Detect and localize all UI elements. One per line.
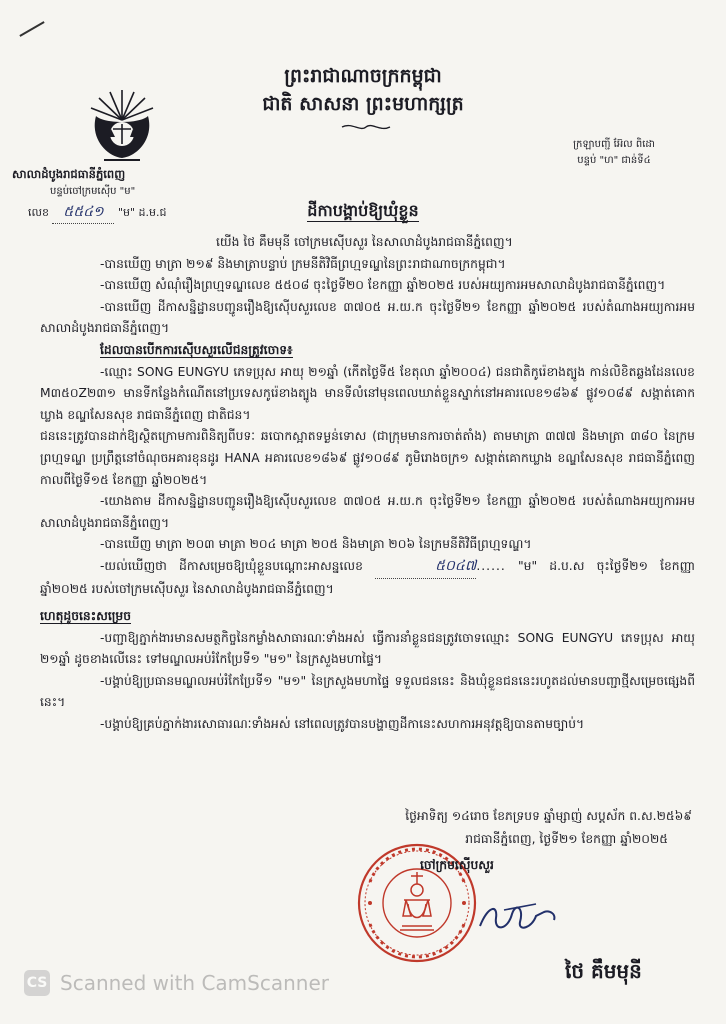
paragraph-7: -បានឃើញ មាត្រា ២០៣ មាត្រា ២០៤ មាត្រា ២០៥ និងមាត្រា ២០៦ នៃក្រមនីតិវិធីព្រហ្មទណ្ឌ។ (100, 537, 532, 552)
decision-heading (40, 606, 695, 628)
ref-prefix: លេខ (28, 206, 49, 219)
document-body (40, 232, 695, 736)
order-1: -បញ្ជាឱ្យភ្នាក់ងារមានសមត្ថកិច្ចនៃកម្លាំងសាធារណៈទាំងអស់ ធ្វើការនាំខ្លួនជនត្រូវចោទឈ្មោះ SONG EUNGYU ភេទប្រុស អាយុ ២១ឆ្នាំ ដូចខាងលើនេះ ទៅមណ្ឌលអប់រំកែប្រែទី១ "ម១" នៃក្រសួងមហាផ្ទៃ។ (40, 630, 695, 667)
court-emblem (82, 86, 162, 164)
clerk-name: ក្រឡាបញ្ជី អ៊ែល ពិដោ (573, 139, 655, 150)
court-chamber: បន្ទប់ចៅក្រមស៊ើប "ម" (50, 186, 136, 197)
kingdom-heading: ព្រះរាជាណាចក្រកម្ពុជា (284, 65, 442, 87)
fill-dots: ...... (476, 558, 506, 573)
camscanner-text: Scanned with CamScanner (60, 971, 329, 995)
camscanner-watermark (24, 968, 329, 998)
document-title-text: ដីកាបង្គាប់ឱ្យឃុំខ្លួន (307, 201, 419, 220)
defendant-subhead-text: ដែលបានបើកការស៊ើបសួរលើជនត្រូវចោទ៖ (100, 342, 293, 357)
decision-heading-text: ហេតុដូចនេះសម្រេច (40, 609, 132, 624)
paragraph-6: -យោងតាម ដីកាសន្និដ្ឋានបញ្ជូនរឿងឱ្យស៊ើបសួរលេខ ៣៧០៥ អ.យ.ក ចុះថ្ងៃទី២១ ខែកញ្ញា ឆ្នាំ២០២៥ របស់តំណាងអយ្យការអមសាលាដំបូងរាជធានីភ្នំពេញ។ (40, 494, 695, 530)
paragraph-1: -បានឃើញ មាត្រា ២១៩ និងមាត្រាបន្ទាប់ ក្រមនីតិវិធីព្រហ្មទណ្ឌនៃព្រះរាជាណាចក្រកម្ពុជា។ (100, 256, 506, 271)
paragraph-8 (40, 556, 695, 600)
camscanner-logo-icon: CS (24, 970, 50, 996)
clerk-room: បន្ទប់ "ហ" ជាន់ទី៤ (577, 155, 651, 166)
motto-flourish (340, 122, 392, 132)
ref-number: ៥៥៤១ (52, 202, 114, 224)
signer-title: ចៅក្រមស៊ើបសួរ (420, 858, 494, 872)
place-date: រាជធានីភ្នំពេញ, ថ្ងៃទី២១ ខែកញ្ញា ឆ្នាំ២០២៥ (465, 832, 668, 846)
judge-name: ថៃ គឹមមុនី (565, 959, 642, 983)
defendant-subhead (40, 340, 695, 362)
ref-suffix: "ម" ដ.ម.ជ (117, 206, 167, 219)
paragraph-5: ជននេះត្រូវបានដាក់ឱ្យស្ថិតក្រោមការពិនិត្យពីបទៈ ឆបោកស្អាតទម្ងន់ទោស (ជាក្រុមមានការចាត់តាំង) តាមមាត្រា ៣៧៧ និងមាត្រា ៣៨០ នៃក្រមព្រហ្មទណ្ឌ ប្រព្រឹត្តនៅចំណុចអគារខុនដូរ HANA អគារលេខ១៨៦៩ ផ្លូវ១០៨៩ ភូមិរោងចក្រ១ សង្កាត់គោកឃ្លាង ខណ្ឌសែនសុខ រាជធានីភ្នំពេញ កាលពីថ្ងៃទី១៥ ខែកញ្ញា ឆ្នាំ២០២៥។ (40, 429, 695, 487)
court-name: សាលាដំបូងរាជធានីភ្នំពេញ (12, 167, 126, 181)
judge-signature (474, 892, 562, 946)
paragraph-8-start: -យល់ឃើញថា ដីកាសម្រេចឱ្យឃុំខ្លួនបណ្តោះអាសន្នលេខ (100, 558, 363, 573)
lunar-date: ថ្ងៃអាទិត្យ ១៤រោច ខែភទ្របទ ឆ្នាំម្សាញ់ សប្តស័ក ព.ស.២៥៦៩ (405, 809, 692, 823)
paragraph-8-end: "ម" ដ.ប.ស ចុះថ្ងៃទី២១ ខែកញ្ញា ឆ្នាំ២០២៥ របស់ចៅក្រមស៊ើបសួរ នៃសាលាដំបូងរាជធានីភ្នំពេញ។ (40, 558, 695, 596)
clerk-block (544, 137, 684, 169)
paragraph-2: -បានឃើញ សំណុំរឿងព្រហ្មទណ្ឌលេខ ៥៥០៨ ចុះថ្ងៃទី២០ ខែកញ្ញា ឆ្នាំ២០២៥ របស់អយ្យការអមសាលាដំបូងរាជធានីភ្នំពេញ។ (100, 278, 666, 293)
order-3: -បង្គាប់ឱ្យគ្រប់ភ្នាក់ងារសោធារណៈទាំងអស់ នៅពេលត្រូវបានបង្ហាញដីកានេះសហការអនុវត្តឱ្យបានតាមច្បាប់។ (100, 717, 585, 732)
document-title (0, 200, 726, 224)
paragraph-3: -បានឃើញ ដីកាសន្និដ្ឋានបញ្ជូនរឿងឱ្យស៊ើបសួរលេខ ៣៧០៥ អ.យ.ក ចុះថ្ងៃទី២១ ខែកញ្ញា ឆ្នាំ២០២៥ របស់តំណាងអយ្យការអមសាលាដំបូងរាជធានីភ្នំពេញ។ (40, 299, 695, 336)
detention-order-number: ៥០៤៧ (375, 556, 476, 579)
national-motto: ជាតិ សាសនា ព្រះមហាក្សត្រ (262, 93, 464, 115)
scan-mark (19, 21, 44, 37)
intro-line: យើង ថៃ គឹមមុនី ចៅក្រមស៊ើបសួរ នៃសាលាដំបូងរាជធានីភ្នំពេញ។ (216, 235, 513, 249)
order-2: -បង្គាប់ឱ្យប្រធានមណ្ឌលអប់រំកែប្រែទី១ "ម១" នៃក្រសួងមហាផ្ទៃ ទទួលជននេះ និងឃុំខ្លួនជននេះរហូតដល់មានបញ្ជាថ្មីសម្រេចផ្សេងពីនេះ។ (40, 673, 695, 710)
paragraph-4: -ឈ្មោះ SONG EUNGYU ភេទប្រុស អាយុ ២១ឆ្នាំ (កើតថ្ងៃទី៥ ខែតុលា ឆ្នាំ២០០៤) ជនជាតិកូរ៉េខាងត្បូង កាន់លិខិតឆ្លងដែនលេខ M៣៥០Z២៣១ មានទីកន្លែងកំណើតនៅប្រទេសកូរ៉េខាងត្បូង មានទីលំនៅមុនពេលឃាត់ខ្លួនស្នាក់នៅអគារលេខ១៨៦៩ ផ្លូវ១០៨៩ សង្កាត់គោកឃ្លាង ខណ្ឌសែនសុខ រាជធានីភ្នំពេញ ជាតិជន។ (40, 364, 695, 422)
